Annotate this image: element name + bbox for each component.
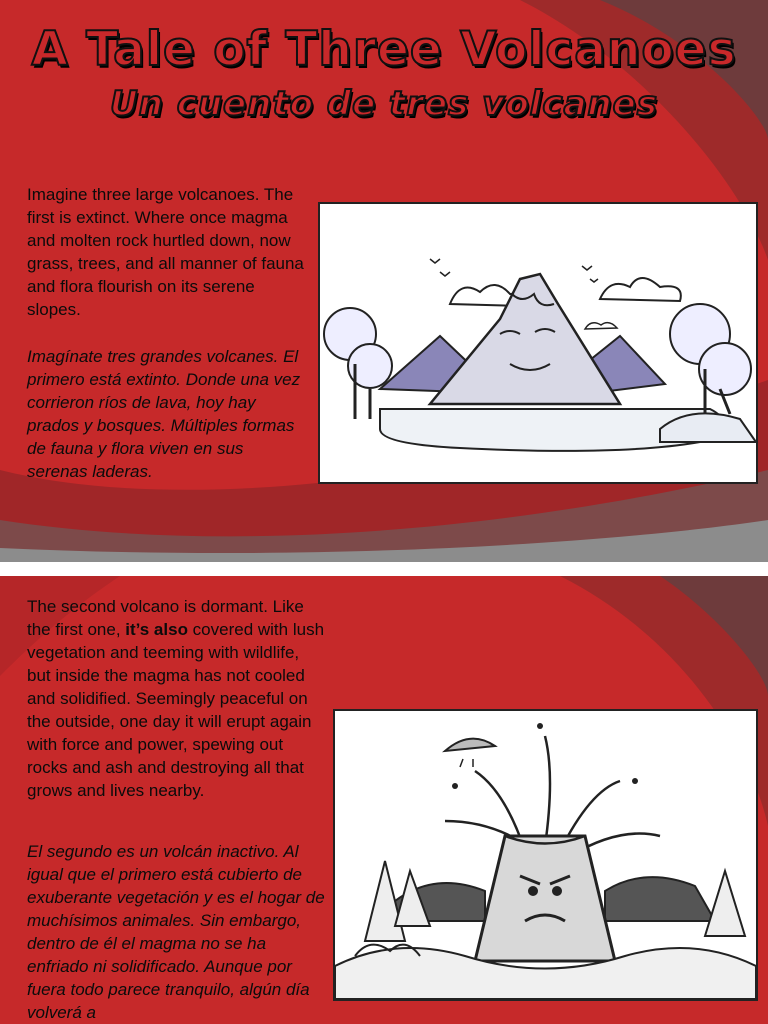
page-subtitle: Un cuento de tres volcanes (110, 84, 658, 124)
emphasized-phrase: it’s also (125, 620, 188, 639)
extinct-volcano-illustration (318, 202, 758, 484)
spanish-paragraph-1: Imagínate tres grandes volcanes. El primero está extinto. Donde una vez corrieron ríos de lava, hoy hay prados y bosques. Múltiples formas de fauna y flora viven en sus serenas laderas. (27, 347, 301, 481)
dormant-volcano-illustration (333, 709, 758, 1001)
slide-separator (0, 562, 768, 576)
english-text-start: The second volcano is dormant. Like the first one, (27, 597, 304, 639)
page-title: A Tale of Three Volcanoes (31, 22, 737, 77)
english-paragraph-1: Imagine three large volcanoes. The first is extinct. Where once magma and molten rock hurtled down, now grass, trees, and all manner of fauna and flora flourish on its serene slopes. (27, 185, 304, 319)
slide-2 (0, 576, 768, 1024)
english-paragraph-2 (27, 595, 327, 802)
spanish-paragraph-2: El segundo es un volcán inactivo. Al igual que el primero está cubierto de exuberante vegetación y es el hogar de muchísimos animales. Sin embargo, dentro de él el magma no se ha enfriado ni solidificado. Aunque por fuera todo parece tranquilo, algún día volverá a (27, 842, 325, 1022)
english-text-end: covered with lush vegetation and teeming with wildlife, but inside the magma has not cooled and solidified. Seemingly peaceful on the outside, one day it will erupt again with force and power, spewing out rocks and ash and destroying all that grows and lives nearby. (27, 620, 325, 800)
